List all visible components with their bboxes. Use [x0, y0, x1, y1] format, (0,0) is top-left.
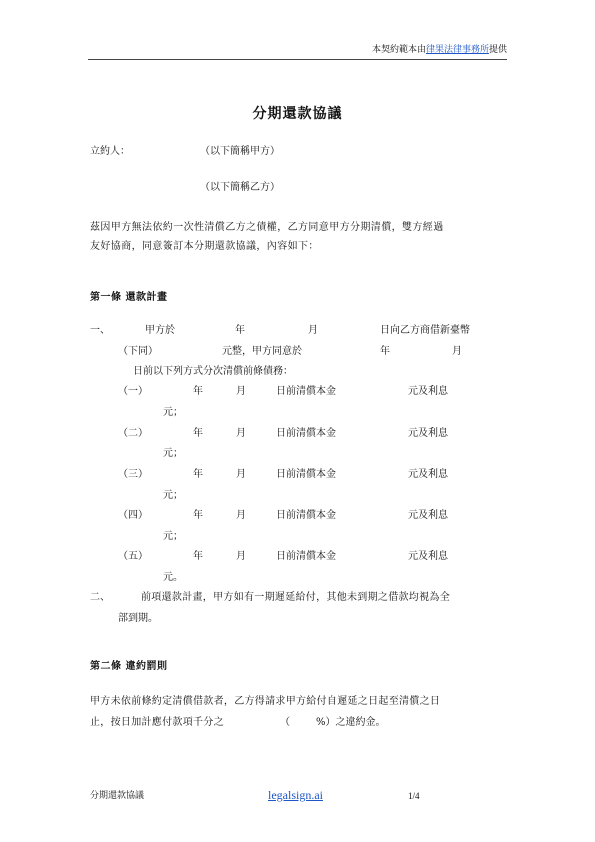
installment-month: 月 [236, 510, 246, 521]
item-2-marker: 二、 [90, 592, 110, 603]
item-1-line-2d: 月 [452, 346, 462, 357]
installment-end: 元； [163, 448, 183, 459]
item-1-line-1b: 年 [235, 325, 245, 336]
installment-year: 年 [193, 510, 203, 521]
party-b-note: （以下簡稱乙方） [200, 182, 280, 193]
item-2-line-1: 前項還款計畫，甲方如有一期遲延給付，其他未到期之借款均視為全 [141, 592, 450, 603]
party-label: 立約人： [90, 146, 130, 157]
header-prefix: 本契約範本由 [371, 45, 426, 55]
installment-label: （五） [118, 551, 148, 562]
installment-label: （三） [118, 469, 148, 480]
article-2-line-2b: （ [280, 717, 290, 728]
installment-text: 日前清償本金 [276, 428, 336, 439]
article-2-line-2a: 止，按日加計應付款項千分之 [90, 717, 224, 728]
installment-end: 元； [163, 490, 183, 501]
installment-end: 元。 [163, 572, 183, 583]
installment-interest: 元及利息 [408, 428, 448, 439]
article-2-line-1: 甲方未依前條約定清償借款者，乙方得請求甲方給付自遲延之日起至清償之日 [90, 696, 441, 707]
article-2-line-2c: %）之違約金。 [316, 717, 386, 728]
installment-end: 元； [163, 531, 183, 542]
installment-interest: 元及利息 [408, 551, 448, 562]
item-1-line-1a: 甲方於 [145, 325, 175, 336]
installment-text: 日前清償本金 [276, 551, 336, 562]
installment-label: （四） [118, 510, 148, 521]
item-1-line-1d: 日向乙方商借新臺幣 [380, 325, 470, 336]
installment-interest: 元及利息 [408, 510, 448, 521]
installment-text: 日前清償本金 [276, 469, 336, 480]
article-1-heading: 第一條 還款計畫 [90, 292, 168, 303]
law-firm-link[interactable]: 律果法律事務所 [425, 45, 489, 55]
installment-end: 元； [163, 407, 183, 418]
installment-month: 月 [236, 428, 246, 439]
item-1-line-3: 日前以下列方式分次清償前條債務： [133, 366, 293, 377]
item-1-line-2b: 元整，甲方同意於 [222, 346, 302, 357]
party-a-note: （以下簡稱甲方） [200, 146, 280, 157]
installment-year: 年 [193, 469, 203, 480]
installment-interest: 元及利息 [408, 386, 448, 397]
installment-text: 日前清償本金 [276, 510, 336, 521]
installment-interest: 元及利息 [408, 469, 448, 480]
item-1-line-2c: 年 [380, 346, 390, 357]
item-1-marker: 一、 [90, 325, 110, 336]
item-1-line-2a: （下同） [118, 346, 158, 357]
installment-year: 年 [193, 428, 203, 439]
item-1-line-1c: 月 [308, 325, 318, 336]
installment-label: （二） [118, 428, 148, 439]
footer-site-link[interactable]: legalsign.ai [268, 788, 323, 802]
header-divider [88, 59, 507, 60]
header-credit [372, 45, 507, 56]
document-title: 分期還款協議 [252, 106, 343, 122]
installment-month: 月 [236, 386, 246, 397]
installment-month: 月 [236, 469, 246, 480]
footer-page-number: 1/4 [408, 791, 420, 801]
footer-doc-title: 分期還款協議 [90, 791, 145, 801]
article-2-heading: 第二條 違約罰則 [90, 661, 168, 672]
header-suffix: 提供 [488, 45, 507, 55]
preamble-line-1: 茲因甲方無法依約一次性清償乙方之債權，乙方同意甲方分期清償，雙方經過 [90, 222, 444, 233]
installment-label: （一） [118, 386, 148, 397]
preamble-line-2: 友好協商，同意簽訂本分期還款協議，內容如下： [90, 241, 319, 252]
item-2-line-2: 部到期。 [118, 613, 158, 624]
installment-text: 日前清償本金 [276, 386, 336, 397]
installment-year: 年 [193, 551, 203, 562]
installment-month: 月 [236, 551, 246, 562]
installment-year: 年 [193, 386, 203, 397]
